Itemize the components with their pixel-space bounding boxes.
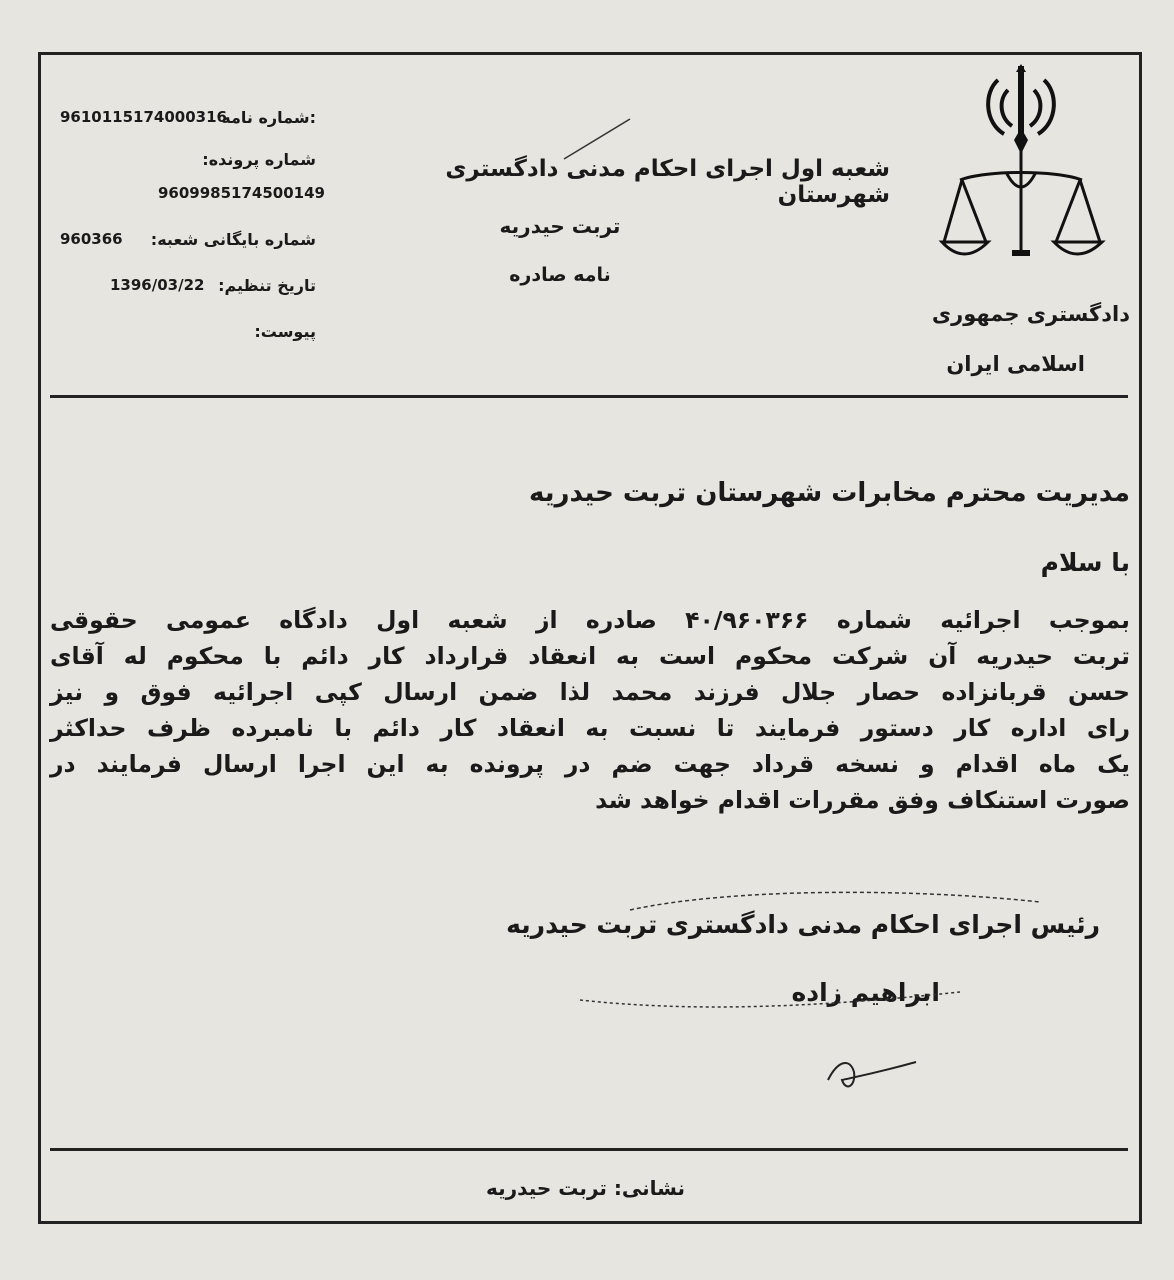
archive-number-label: شماره بایگانی شعبه: [150,230,316,249]
case-number-label: شماره پرونده: [202,150,316,169]
footer-divider [50,1148,1128,1151]
body-line: رای اداره کار دستور فرمایند تا نسبت به انعقاد کار دائم با نامبرده ظرف حداکثر [50,714,1130,742]
case-number-value: 9609985174500149 [158,184,325,202]
iran-judiciary-emblem-icon [936,62,1106,272]
initials-scribble [820,1050,930,1100]
letter-number-label: :شماره نامه [221,108,316,127]
body-line: صورت استنکاف وفق مقررات اقدام خواهد شد [595,786,1130,814]
attachment-label: پیوست: [254,322,316,341]
address-label: نشانی: [613,1176,685,1200]
body-line: یک ماه اقدام و نسخه قرداد جهت ضم در پرونده به این اجرا ارسال فرمایند در [50,750,1130,778]
signer-title: رئیس اجرای احکام مدنی دادگستری تربت حیدریه [506,910,1100,939]
signer-name: ابراهیم زاده [791,978,940,1007]
address [440,1176,685,1200]
document-type: نامه صادره [509,264,611,286]
body-line: تربت حیدریه آن شرکت محکوم است به انعقاد قرارداد کار دائم با محکوم له آقای [50,642,1130,670]
letter-number-value: 9610115174000316 [60,108,227,126]
address-value: تربت حیدریه [486,1176,607,1200]
office-name: شعبه اول اجرای احکام مدنی دادگستری شهرستان [445,156,890,208]
body-line: حسن قربانزاده حصار جلال فرزند محمد لذا ضمن ارسال کپی اجرائیه فوق و نیز [50,678,1130,706]
country-name-line2: اسلامی ایران [946,352,1085,376]
header-divider [50,395,1128,398]
archive-number-value: 960366 [60,230,123,248]
pen-mark [560,115,640,165]
date-label: تاریخ تنظیم: [218,276,316,295]
handwritten-signature [570,880,1130,1030]
date-value: 1396/03/22 [110,276,205,294]
office-city: تربت حیدریه [499,214,621,238]
country-name-line1: دادگستری جمهوری [931,302,1130,326]
body-line: بموجب اجرائیه شماره ۴۰/۹۶۰۳۶۶ صادره از شعبه اول دادگاه عمومی حقوقی [50,606,1130,634]
recipient: مدیریت محترم مخابرات شهرستان تربت حیدریه [529,478,1130,508]
greeting: با سلام [1040,548,1130,577]
